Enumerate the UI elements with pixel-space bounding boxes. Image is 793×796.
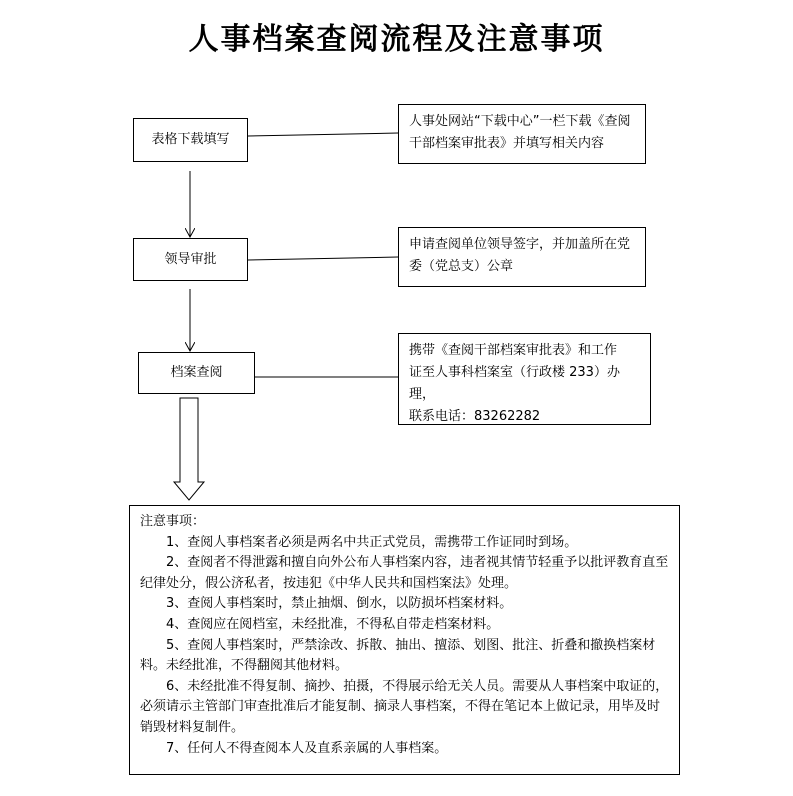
step-form-download: 表格下载填写: [133, 118, 248, 162]
step-archive-review: 档案查阅: [138, 352, 255, 394]
notice-item: 5、查阅人事档案时，严禁涂改、拆散、抽出、擅添、划图、批注、折叠和撤换档案材料。未经批准，不得翻阅其他材料。: [140, 637, 656, 674]
notice-item: 4、查阅应在阅档室，未经批准，不得私自带走档案材料。: [166, 616, 500, 632]
note-leader-approval: 申请查阅单位领导签字，并加盖所在党委（党总支）公章: [398, 227, 646, 287]
note-line: 证至人事科档案室（行政楼 233）办理，: [409, 365, 620, 402]
notice-item: 6、未经批准不得复制、摘抄、拍摄，不得展示给无关人员。需要从人事档案中取证的，必须请示主管部门审查批准后才能复制、摘录人事档案，不得在笔记本上做记录，用毕及时销毁材料复制件。: [140, 678, 669, 735]
block-arrow-to-notice: [174, 398, 204, 500]
page-title: 人事档案查阅流程及注意事项: [188, 22, 605, 57]
note-archive-review: [398, 333, 651, 425]
notice-heading: 注意事项：: [140, 514, 206, 529]
note-line: 联系电话：83262282: [409, 409, 541, 424]
connector-step2-note2: [248, 257, 398, 260]
notice-box: [129, 505, 680, 775]
notice-item: 2、查阅者不得泄露和擅自向外公布人事档案内容，违者视其情节轻重予以批评教育直至纪律处分，假公济私者，按违犯《中华人民共和国档案法》处理。: [140, 555, 669, 591]
connector-step1-note1: [248, 133, 398, 136]
notice-item: 1、查阅人事档案者必须是两名中共正式党员，需携带工作证同时到场。: [166, 534, 578, 550]
note-form-download: 人事处网站“下载中心”一栏下载《查阅干部档案审批表》并填写相关内容: [398, 104, 646, 164]
note-line: 携带《查阅干部档案审批表》和工作: [409, 343, 618, 358]
notice-item: 7、任何人不得查阅本人及直系亲属的人事档案。: [166, 740, 448, 756]
step-leader-approval: 领导审批: [133, 238, 248, 281]
notice-item: 3、查阅人事档案时，禁止抽烟、倒水，以防损坏档案材料。: [166, 596, 513, 612]
